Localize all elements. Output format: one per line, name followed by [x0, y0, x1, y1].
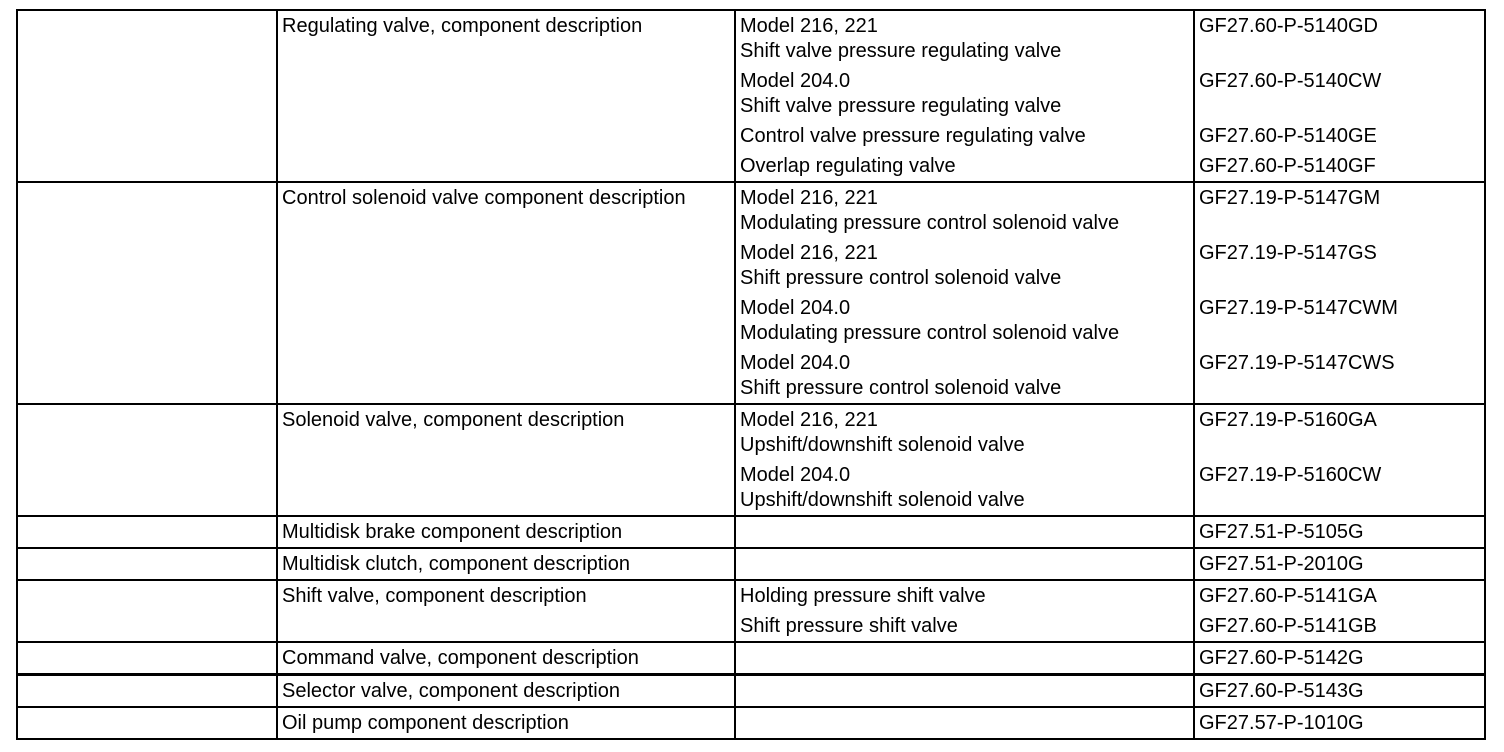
component-name: Selector valve, component description: [282, 680, 620, 702]
component-cell: [277, 10, 735, 182]
description-entry: [740, 296, 1189, 346]
component-name: Solenoid valve, component description: [282, 409, 625, 431]
description-cell: [735, 516, 1194, 548]
component-name: Multidisk clutch, component description: [282, 553, 630, 575]
reference-cell: [1194, 580, 1485, 642]
description-cell: [735, 707, 1194, 739]
document-reference-number: GF27.19-P-5147GS: [1199, 242, 1377, 264]
reference-entry: [1199, 679, 1480, 704]
description-line: Model 216, 221: [740, 242, 878, 264]
reference-entry: [1199, 69, 1480, 119]
description-entry: [740, 711, 1189, 736]
description-line: Modulating pressure control solenoid valve: [740, 322, 1120, 344]
reference-cell: [1194, 642, 1485, 675]
reference-entry: [1199, 351, 1480, 401]
description-cell: [735, 182, 1194, 404]
table-row: [17, 182, 1485, 404]
document-reference-number: GF27.60-P-5140CW: [1199, 70, 1382, 92]
table-row: [17, 516, 1485, 548]
description-line: Shift valve pressure regulating valve: [740, 95, 1062, 117]
description-line: [740, 679, 1189, 704]
reference-entry: [1199, 463, 1480, 513]
description-line: Upshift/downshift solenoid valve: [740, 489, 1025, 511]
description-entry: [740, 614, 1189, 639]
description-entry: [740, 552, 1189, 577]
document-reference-number: GF27.57-P-1010G: [1199, 712, 1364, 734]
reference-cell: [1194, 675, 1485, 708]
description-line: Model 204.0: [740, 464, 851, 486]
reference-entry: [1199, 711, 1480, 736]
document-reference-number: GF27.51-P-5105G: [1199, 521, 1364, 543]
description-line: Upshift/downshift solenoid valve: [740, 434, 1025, 456]
component-cell: [277, 404, 735, 516]
component-cell: [277, 675, 735, 708]
description-cell: [735, 404, 1194, 516]
description-entry: [740, 463, 1189, 513]
component-name: Regulating valve, component description: [282, 15, 643, 37]
description-entry: [740, 584, 1189, 609]
spacer: [1199, 321, 1480, 346]
reference-cell: [1194, 516, 1485, 548]
table-row: [17, 707, 1485, 739]
table-row: [17, 580, 1485, 642]
table-row: [17, 10, 1485, 182]
description-line: Shift pressure control solenoid valve: [740, 377, 1062, 399]
component-name: Command valve, component description: [282, 647, 639, 669]
reference-entry: [1199, 614, 1480, 639]
description-line: Model 216, 221: [740, 15, 878, 37]
blank-cell: [17, 675, 277, 708]
reference-entry: [1199, 408, 1480, 458]
description-line: Shift pressure control solenoid valve: [740, 267, 1062, 289]
reference-entry: [1199, 584, 1480, 609]
description-entry: [740, 154, 1189, 179]
table-row: [17, 548, 1485, 580]
description-entry: [740, 69, 1189, 119]
component-reference-table: [16, 9, 1486, 740]
description-line: Model 216, 221: [740, 187, 878, 209]
spacer: [1199, 211, 1480, 236]
description-entry: [740, 408, 1189, 458]
description-line: Overlap regulating valve: [740, 155, 956, 177]
reference-cell: [1194, 548, 1485, 580]
reference-entry: [1199, 186, 1480, 236]
spacer: [1199, 266, 1480, 291]
table-row: [17, 642, 1485, 675]
description-entry: [740, 124, 1189, 149]
description-line: Shift valve pressure regulating valve: [740, 40, 1062, 62]
table-row: [17, 675, 1485, 708]
blank-cell: [17, 580, 277, 642]
document-reference-number: GF27.60-P-5140GD: [1199, 15, 1378, 37]
reference-cell: [1194, 10, 1485, 182]
document-reference-number: GF27.60-P-5140GE: [1199, 125, 1377, 147]
document-reference-number: GF27.19-P-5160CW: [1199, 464, 1382, 486]
description-line: Model 216, 221: [740, 409, 878, 431]
spacer: [1199, 433, 1480, 458]
spacer: [1199, 39, 1480, 64]
reference-cell: [1194, 707, 1485, 739]
description-cell: [735, 548, 1194, 580]
description-cell: [735, 580, 1194, 642]
reference-entry: [1199, 552, 1480, 577]
description-line: Model 204.0: [740, 297, 851, 319]
component-cell: [277, 707, 735, 739]
component-cell: [277, 516, 735, 548]
description-entry: [740, 241, 1189, 291]
document-reference-number: GF27.19-P-5147CWS: [1199, 352, 1395, 374]
description-line: Model 204.0: [740, 352, 851, 374]
document-reference-number: GF27.19-P-5160GA: [1199, 409, 1377, 431]
component-cell: [277, 548, 735, 580]
description-entry: [740, 351, 1189, 401]
reference-entry: [1199, 646, 1480, 671]
reference-entry: [1199, 14, 1480, 64]
reference-entry: [1199, 154, 1480, 179]
spacer: [1199, 488, 1480, 513]
description-line: Control valve pressure regulating valve: [740, 125, 1086, 147]
document-reference-number: GF27.60-P-5141GA: [1199, 585, 1377, 607]
description-line: [740, 646, 1189, 671]
description-entry: [740, 14, 1189, 64]
blank-cell: [17, 182, 277, 404]
description-cell: [735, 675, 1194, 708]
document-reference-number: GF27.19-P-5147CWM: [1199, 297, 1398, 319]
table-row: [17, 404, 1485, 516]
reference-table-sheet: [16, 9, 1484, 740]
document-reference-number: GF27.19-P-5147GM: [1199, 187, 1381, 209]
reference-entry: [1199, 241, 1480, 291]
component-name: Multidisk brake component description: [282, 521, 623, 543]
reference-entry: [1199, 124, 1480, 149]
description-entry: [740, 520, 1189, 545]
description-entry: [740, 186, 1189, 236]
component-cell: [277, 642, 735, 675]
component-name: Control solenoid valve component description: [282, 187, 686, 209]
document-reference-number: GF27.51-P-2010G: [1199, 553, 1364, 575]
document-reference-number: GF27.60-P-5143G: [1199, 680, 1364, 702]
component-cell: [277, 182, 735, 404]
description-line: Model 204.0: [740, 70, 851, 92]
component-name: Oil pump component description: [282, 712, 569, 734]
document-reference-number: GF27.60-P-5142G: [1199, 647, 1364, 669]
description-line: [740, 552, 1189, 577]
description-line: Shift pressure shift valve: [740, 615, 958, 637]
document-reference-number: GF27.60-P-5140GF: [1199, 155, 1376, 177]
blank-cell: [17, 642, 277, 675]
table-body: [17, 10, 1485, 739]
blank-cell: [17, 516, 277, 548]
document-reference-number: GF27.60-P-5141GB: [1199, 615, 1377, 637]
description-line: [740, 711, 1189, 736]
description-entry: [740, 679, 1189, 704]
description-line: [740, 520, 1189, 545]
blank-cell: [17, 10, 277, 182]
component-cell: [277, 580, 735, 642]
reference-entry: [1199, 296, 1480, 346]
blank-cell: [17, 404, 277, 516]
description-entry: [740, 646, 1189, 671]
spacer: [1199, 376, 1480, 401]
component-name: Shift valve, component description: [282, 585, 587, 607]
blank-cell: [17, 548, 277, 580]
description-cell: [735, 10, 1194, 182]
blank-cell: [17, 707, 277, 739]
reference-entry: [1199, 520, 1480, 545]
reference-cell: [1194, 182, 1485, 404]
spacer: [1199, 94, 1480, 119]
reference-cell: [1194, 404, 1485, 516]
description-cell: [735, 642, 1194, 675]
description-line: Modulating pressure control solenoid valve: [740, 212, 1120, 234]
description-line: Holding pressure shift valve: [740, 585, 986, 607]
